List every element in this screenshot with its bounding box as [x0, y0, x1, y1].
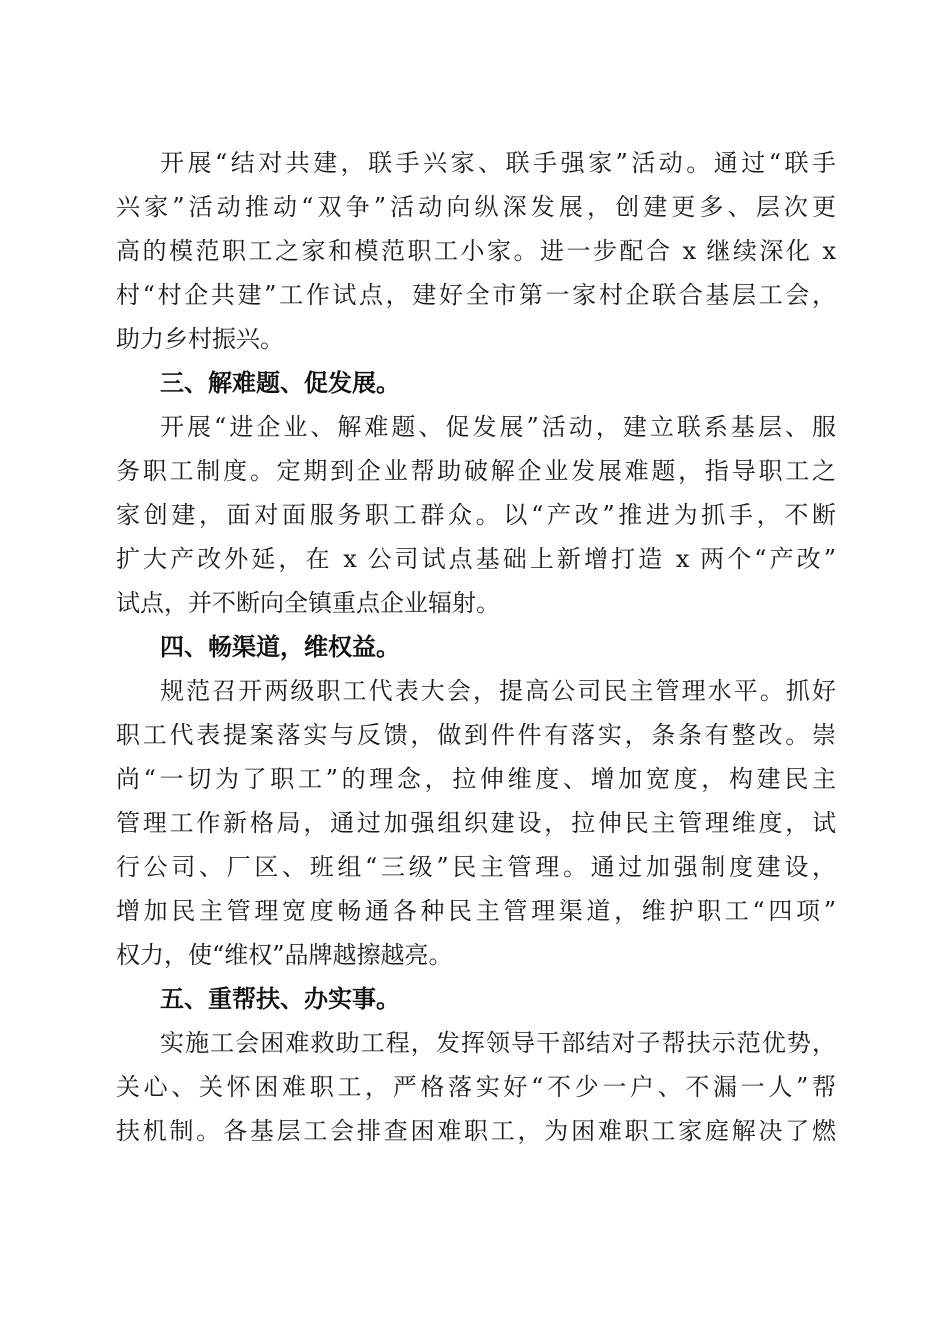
paragraph-line: 开展“进企业、解难题、促发展”活动，建立联系基层、服	[160, 413, 836, 441]
paragraph-line: 扩大产改外延，在 x 公司试点基础上新增打造 x 两个“产改”	[116, 545, 836, 573]
paragraph-line: 权力，使“维权”品牌越擦越亮。	[116, 941, 453, 969]
section-heading: 五、重帮扶、办实事。	[160, 985, 400, 1013]
paragraph-line: 试点，并不断向全镇重点企业辐射。	[116, 589, 500, 617]
paragraph-line: 管理工作新格局，通过加强组织建设，拉伸民主管理维度，试	[116, 809, 836, 837]
paragraph-line: 实施工会困难救助工程，发挥领导干部结对子帮扶示范优势，	[160, 1029, 836, 1057]
paragraph-line: 扶机制。各基层工会排查困难职工，为困难职工家庭解决了燃	[116, 1117, 836, 1145]
paragraph-line: 增加民主管理宽度畅通各种民主管理渠道，维护职工“四项”	[116, 897, 836, 925]
section-heading: 三、解难题、促发展。	[160, 369, 400, 397]
paragraph-line: 家创建，面对面服务职工群众。以“产改”推进为抓手，不断	[116, 501, 836, 529]
paragraph-line: 务职工制度。定期到企业帮助破解企业发展难题，指导职工之	[116, 457, 836, 485]
paragraph-line: 关心、关怀困难职工，严格落实好“不少一户、不漏一人”帮	[116, 1073, 836, 1101]
paragraph-line: 高的模范职工之家和模范职工小家。进一步配合 x 继续深化 x	[116, 237, 836, 265]
paragraph-line: 尚“一切为了职工”的理念，拉伸维度、增加宽度，构建民主	[116, 765, 836, 793]
paragraph-line: 职工代表提案落实与反馈，做到件件有落实，条条有整改。崇	[116, 721, 836, 749]
paragraph-line: 规范召开两级职工代表大会，提高公司民主管理水平。抓好	[160, 677, 836, 705]
paragraph-line: 开展“结对共建，联手兴家、联手强家”活动。通过“联手	[160, 149, 836, 177]
paragraph-line: 村“村企共建”工作试点，建好全市第一家村企联合基层工会，	[116, 281, 836, 309]
paragraph-line: 兴家”活动推动“双争”活动向纵深发展，创建更多、层次更	[116, 193, 836, 221]
paragraph-line: 助力乡村振兴。	[116, 325, 284, 353]
section-heading: 四、畅渠道，维权益。	[160, 633, 400, 661]
paragraph-line: 行公司、厂区、班组“三级”民主管理。通过加强制度建设，	[116, 853, 836, 881]
